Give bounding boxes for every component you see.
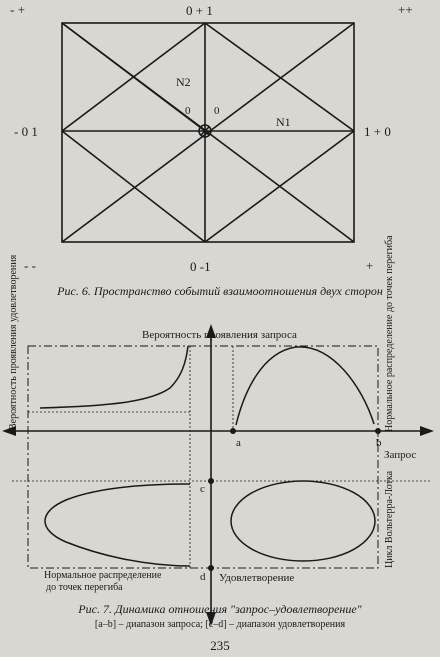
fig7-satisfaction-label: Удовлетворение — [219, 572, 295, 584]
fig7-point-a — [230, 428, 236, 434]
fig6-bottom-label: 0 -1 — [190, 259, 211, 274]
fig7-right-vertical-group — [384, 235, 395, 432]
fig6-caption: Рис. 6. Пространство событий взаимоотношения двух сторон — [57, 284, 383, 298]
fig7-upper-right-curve — [236, 347, 374, 425]
fig7-volterra-vertical-group — [384, 470, 395, 568]
fig7-x-axis-label: Запрос — [384, 449, 417, 461]
fig6-left-label: - 0 1 — [14, 124, 38, 139]
fig7-left-vertical-group — [8, 254, 19, 430]
fig6-corner-br: + — [366, 258, 374, 273]
fig7-lower-left-curve — [45, 484, 190, 566]
fig6-zero-right: 0 — [214, 105, 220, 117]
fig6-top-label: 0 + 1 — [186, 3, 213, 18]
fig7-left-vertical-label: Вероятность проявления удовлетворения — [8, 254, 19, 430]
page-number: 235 — [210, 638, 230, 653]
fig7-volterra-cycle — [231, 481, 375, 561]
fig6-n2-label: N2 — [176, 75, 191, 89]
fig7-label-c: c — [200, 483, 205, 495]
fig7-point-c — [208, 478, 214, 484]
fig7-upper-left-curve — [40, 346, 188, 408]
fig7-note: [a–b] – диапазон запроса; [c–d] – диапазон удовлетворения — [94, 619, 346, 630]
fig7-label-a: a — [236, 437, 241, 449]
fig6-corner-tl: - + — [10, 2, 25, 17]
fig7-y-axis-title: Вероятность проявления запроса — [142, 329, 297, 341]
fig6-corner-tr: ++ — [398, 2, 413, 17]
fig7-point-b — [375, 428, 381, 434]
fig7-label-b: b — [376, 437, 382, 449]
fig6-n1-label: N1 — [276, 115, 291, 129]
fig6-corner-bl: - - — [24, 258, 36, 273]
fig7-label-d: d — [200, 571, 206, 583]
fig7-normal-dist-label-2: до точек перегиба — [46, 582, 123, 593]
fig7-caption: Рис. 7. Динамика отношения "запрос–удовлетворение" — [78, 602, 362, 616]
fig7-outer-frame — [28, 346, 378, 568]
fig7-volterra-vertical-label: Цикл Вольтерра-Лотка — [384, 470, 395, 568]
fig7-x-arrow-right — [420, 426, 434, 436]
fig7-point-d — [208, 565, 214, 571]
fig7-normal-dist-label-1: Нормальное распределение — [44, 570, 162, 581]
fig6-right-label: 1 + 0 — [364, 124, 391, 139]
fig7-right-vertical-label: Нормальное распределение до точек перегиба — [384, 235, 395, 432]
fig6-zero-left: 0 — [185, 105, 191, 117]
